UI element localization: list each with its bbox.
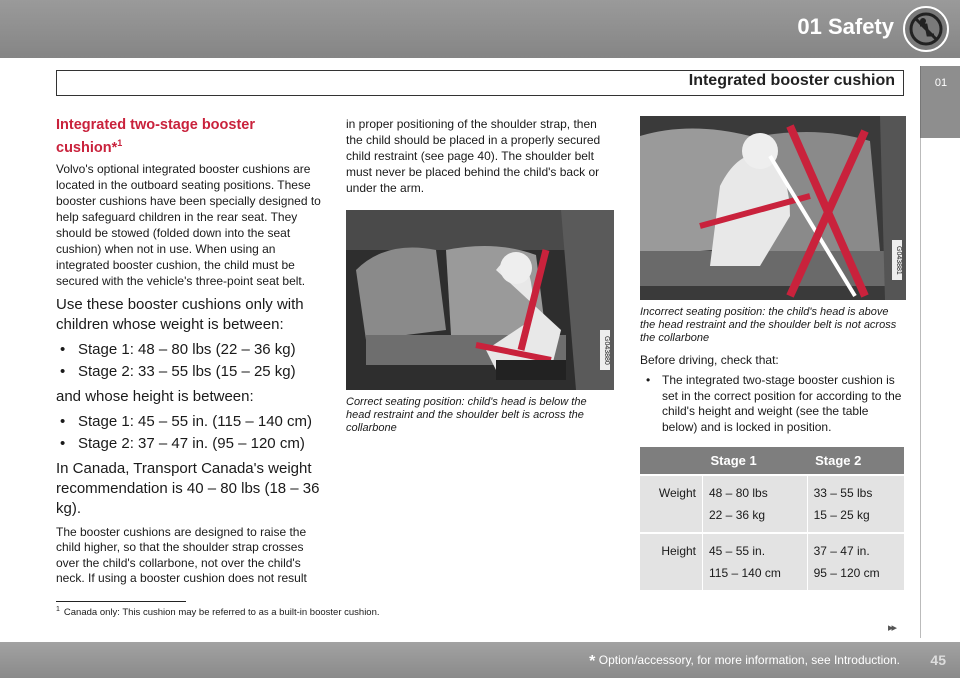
section-header xyxy=(56,70,904,96)
chapter-header-bar xyxy=(0,0,960,58)
footnote-ref[interactable]: 1 xyxy=(117,138,123,148)
table-row xyxy=(640,475,904,533)
list-item: • Stage 1: 48 – 80 lbs (22 – 36 kg) xyxy=(56,339,322,361)
side-divider xyxy=(920,138,921,638)
intro-paragraph: Volvo's optional integrated booster cushions are located in the outboard seating positions. These booster cushions have been specially designed to help safeguard children in the rear seat. They should be stowed (folded down into the seat cushion) when not in use. When using an integrated booster cushion, the child must be secured with the vehicle's three-point seat belt. xyxy=(56,161,321,288)
list-item: • The integrated two-stage booster cushion is set in the correct position for according to the child's height and weight (see the table below) and is locked in position. xyxy=(640,373,906,435)
list-item: • Stage 2: 37 – 47 in. (95 – 120 cm) xyxy=(56,433,322,455)
weight-intro: Use these booster cushions only with children whose weight is between: xyxy=(56,295,304,333)
chapter-tab-label: 01 xyxy=(934,77,948,89)
raise-paragraph: The booster cushions are designed to raise the child higher, so that the shoulder strap crosses over the child's collarbone, not over the child's neck. If using a booster cushion does not result xyxy=(56,524,307,586)
list-item: • Stage 1: 45 – 55 in. (115 – 140 cm) xyxy=(56,411,322,433)
table-cell: 33 – 55 lbs 15 – 25 kg xyxy=(807,475,904,533)
continue-arrows-icon: ▸▸ xyxy=(888,622,896,634)
correct-position-photo xyxy=(346,210,614,390)
column-1 xyxy=(56,116,322,587)
weight-list xyxy=(56,339,322,383)
footnote: $^1$ Canada only: This cushion may be referred to as a built-in booster cushion. xyxy=(56,606,380,619)
column-3 xyxy=(640,116,906,590)
section-title: Integrated booster cushion xyxy=(688,72,895,89)
booster-stage-table xyxy=(640,447,904,590)
table-row xyxy=(640,533,904,590)
option-note: * Option/accessory, for more information, see Introduction. xyxy=(589,653,900,670)
list-item: • Stage 2: 33 – 55 lbs (15 – 25 kg) xyxy=(56,361,322,383)
table-cell: 37 – 47 in. 95 – 120 cm xyxy=(807,533,904,590)
seat-illustration-correct xyxy=(346,210,614,390)
height-list xyxy=(56,411,322,455)
check-intro: Before driving, check that: xyxy=(640,353,779,367)
page-number: 45 xyxy=(930,652,946,668)
footer-bar xyxy=(0,642,960,678)
row-label: Weight xyxy=(640,475,703,533)
table-header-cell xyxy=(640,447,703,475)
table-header-row xyxy=(640,447,904,475)
photo-caption: Incorrect seating position: the child's head is above the head restraint and the shoulder belt is not across the collarbone xyxy=(640,306,897,344)
chapter-tab[interactable] xyxy=(920,66,960,138)
section-heading: Integrated two-stage booster cushion*$^1$ xyxy=(56,117,255,156)
footnote-rule xyxy=(56,601,186,602)
table-cell: 48 – 80 lbs 22 – 36 kg xyxy=(703,475,808,533)
photo-code: G043881 xyxy=(892,240,902,280)
row-label: Height xyxy=(640,533,703,590)
height-intro: and whose height is between: xyxy=(56,387,254,405)
table-header-cell: Stage 1 xyxy=(703,447,808,475)
incorrect-position-photo xyxy=(640,116,906,300)
check-list xyxy=(640,373,906,435)
seatbelt-prohibition-icon xyxy=(902,5,950,53)
seat-illustration-incorrect xyxy=(640,116,906,300)
continued-paragraph: in proper positioning of the shoulder strap, then the child should be placed in a properly secured child restraint (see page 40). The shoulder belt must never be placed behind the child's back or under the arm. xyxy=(346,117,601,195)
photo-caption: Correct seating position: child's head is below the head restraint and the shoulder belt is across the collarbone xyxy=(346,396,587,434)
canada-note: In Canada, Transport Canada's weight recommendation is 40 – 80 lbs (18 – 36 kg). xyxy=(56,459,320,517)
column-2 xyxy=(346,116,614,435)
photo-code: G043880 xyxy=(600,330,610,370)
chapter-title: 01 Safety xyxy=(797,14,894,39)
table-header-cell: Stage 2 xyxy=(807,447,904,475)
table-cell: 45 – 55 in. 115 – 140 cm xyxy=(703,533,808,590)
